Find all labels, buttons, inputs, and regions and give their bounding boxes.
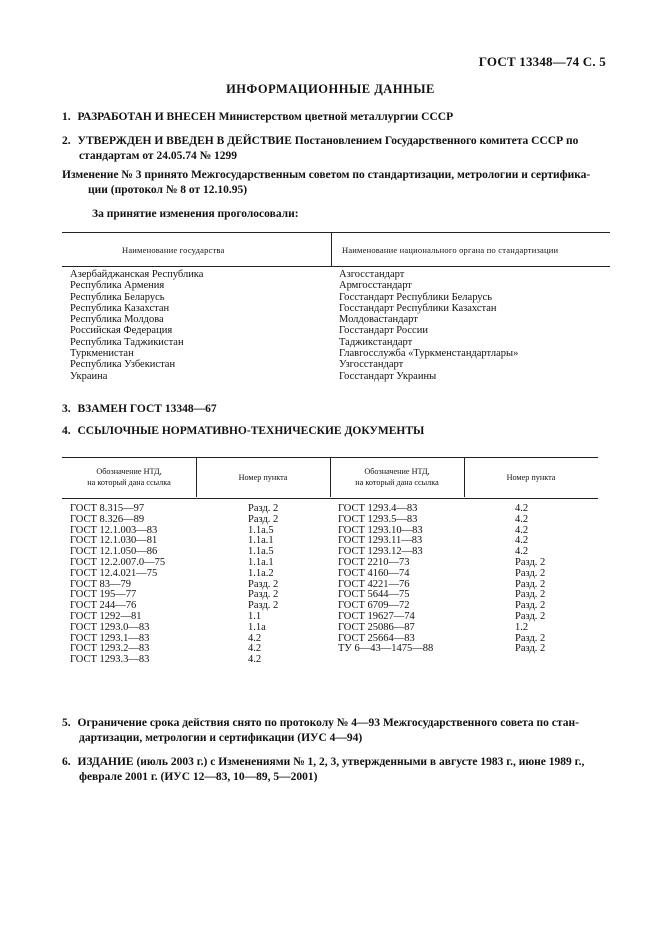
- doc-designation: ГОСТ 1293.2—83: [70, 643, 150, 655]
- doc-clause: Разд. 2: [515, 567, 546, 579]
- docs-table-col4-header: Номер пункта: [506, 473, 556, 482]
- standards-body-name: Таджикстандарт: [339, 336, 413, 348]
- state-name: Республика Беларусь: [70, 291, 165, 303]
- doc-designation: ГОСТ 195—77: [70, 589, 137, 601]
- docs-table-col3-header: [330, 466, 464, 488]
- docs-table-col1-header-line2: на который дана ссылка: [87, 478, 171, 487]
- doc-clause: 1.1а.1: [248, 556, 274, 568]
- doc-clause: 1.1а.2: [248, 567, 274, 579]
- doc-designation: ГОСТ 244—76: [70, 600, 137, 612]
- doc-clause: 4.2: [515, 503, 529, 514]
- state-name: Республика Таджикистан: [70, 336, 184, 348]
- state-name: Республика Казахстан: [70, 302, 170, 314]
- doc-designation: ГОСТ 12.1.003—83: [70, 524, 158, 536]
- standards-body-name: Армгосстандарт: [339, 280, 412, 292]
- doc-clause: Разд. 2: [248, 513, 279, 525]
- doc-clause: 1.2: [515, 621, 529, 633]
- item-4: [62, 424, 607, 439]
- doc-designation: ГОСТ 1293.5—83: [338, 513, 418, 525]
- item-3-text: ВЗАМЕН ГОСТ 13348—67: [77, 403, 217, 415]
- doc-clause: Разд. 2: [515, 556, 546, 568]
- doc-designation: ГОСТ 4160—74: [338, 567, 410, 579]
- docs-left-designations: [70, 504, 165, 666]
- item-6: [62, 755, 607, 785]
- doc-designation: ГОСТ 12.1.050—86: [70, 546, 158, 558]
- item-5: [62, 716, 607, 746]
- doc-clause: 4.2: [515, 546, 529, 558]
- standards-body-name: Главгосслужба «Туркменстандартлары»: [339, 348, 519, 360]
- doc-designation: ГОСТ 25086—87: [338, 621, 415, 633]
- doc-designation: ГОСТ 12.2.007.0—75: [70, 556, 166, 568]
- doc-designation: ГОСТ 8.315—97: [70, 503, 145, 514]
- item-6-line1: ИЗДАНИЕ (июль 2003 г.) с Изменениями № 1, 2, 3, утвержденными в августе 1983 г., июне 1989 г.,: [77, 756, 585, 768]
- standards-body-name: Госстандарт Украины: [339, 370, 437, 382]
- doc-designation: ГОСТ 12.1.030—81: [70, 535, 158, 547]
- page-header: ГОСТ 13348—74 С. 5: [478, 54, 606, 69]
- change-note-line1: Изменение № 3 принято Межгосударственным советом по стандартизации, метрологии и сертифика-: [62, 169, 591, 181]
- states-table-top-rule: [62, 232, 610, 233]
- doc-clause: 4.2: [248, 654, 262, 666]
- docs-table-col3-header-line1: Обозначение НТД,: [364, 467, 430, 476]
- state-name: Украина: [70, 370, 108, 382]
- item-2-line2: стандартам от 24.05.74 № 1299: [79, 150, 238, 162]
- doc-designation: ГОСТ 5644—75: [338, 589, 410, 601]
- doc-clause: 4.2: [248, 632, 262, 644]
- doc-designation: ГОСТ 1293.11—83: [338, 535, 423, 547]
- doc-clause: Разд. 2: [248, 503, 279, 514]
- item-1-text: Министерством цветной металлургии СССР: [218, 111, 454, 123]
- doc-clause: 4.2: [248, 643, 262, 655]
- states-table-header-rule: [62, 266, 610, 267]
- item-2: [62, 134, 607, 164]
- doc-clause: Разд. 2: [515, 643, 546, 655]
- docs-table-col2-header: Номер пункта: [238, 473, 288, 482]
- doc-designation: ГОСТ 83—79: [70, 578, 132, 590]
- item-1: [62, 110, 607, 125]
- doc-clause: 1.1: [248, 610, 262, 622]
- doc-clause: Разд. 2: [248, 600, 279, 612]
- states-column: [70, 269, 203, 382]
- state-name: Туркменистан: [70, 348, 134, 360]
- doc-clause: 1.1а.5: [248, 546, 274, 558]
- doc-designation: ГОСТ 1292—81: [70, 610, 142, 622]
- doc-designation: ТУ 6—43—1475—88: [338, 643, 434, 655]
- item-1-number: 1.: [62, 111, 71, 123]
- docs-table-col1-header: [62, 466, 196, 488]
- doc-clause: 4.2: [515, 535, 529, 547]
- docs-table-col3-header-line2: на который дана ссылка: [355, 478, 439, 487]
- standards-body-name: Узгосстандарт: [339, 359, 404, 371]
- item-6-number: 6.: [62, 756, 71, 768]
- doc-designation: ГОСТ 1293.12—83: [338, 546, 423, 558]
- doc-clause: 1.1а: [248, 621, 266, 633]
- state-name: Азербайджанская Республика: [70, 269, 204, 280]
- doc-designation: ГОСТ 12.4.021—75: [70, 567, 158, 579]
- docs-right-clauses: [515, 504, 545, 655]
- item-5-line1: Ограничение срока действия снято по протоколу № 4—93 Межгосударственного совета по стан-: [77, 717, 579, 729]
- page-title: ИНФОРМАЦИОННЫЕ ДАННЫЕ: [226, 82, 435, 96]
- change-note-line2: ции (протокол № 8 от 12.10.95): [88, 184, 248, 196]
- docs-right-designations: [338, 504, 433, 655]
- states-table-col1-header: Наименование государства: [122, 245, 225, 255]
- item-2-line1: Постановлением Государственного комитета СССР по: [294, 135, 579, 147]
- doc-clause: Разд. 2: [515, 610, 546, 622]
- doc-designation: ГОСТ 19627—74: [338, 610, 415, 622]
- standards-body-name: Госстандарт Республики Казахстан: [339, 302, 497, 314]
- doc-clause: 4.2: [515, 513, 529, 525]
- states-table-col2-header: Наименование национального органа по стандартизации: [342, 245, 559, 255]
- docs-left-clauses: [248, 504, 278, 666]
- item-4-text: ССЫЛОЧНЫЕ НОРМАТИВНО-ТЕХНИЧЕСКИЕ ДОКУМЕНТЫ: [77, 425, 425, 437]
- item-4-number: 4.: [62, 425, 71, 437]
- item-3: [62, 402, 607, 417]
- item-5-number: 5.: [62, 717, 71, 729]
- bodies-column: [339, 269, 518, 382]
- doc-clause: Разд. 2: [515, 600, 546, 612]
- doc-designation: ГОСТ 1293.10—83: [338, 524, 423, 536]
- item-1-lead: РАЗРАБОТАН И ВНЕСЕН: [77, 111, 216, 123]
- standards-body-name: Молдовастандарт: [339, 314, 418, 326]
- item-6-line2: феврале 2001 г. (ИУС 12—83, 10—89, 5—2001): [79, 771, 318, 783]
- item-2-lead: УТВЕРЖДЕН И ВВЕДЕН В ДЕЙСТВИЕ: [77, 135, 292, 147]
- doc-designation: ГОСТ 1293.4—83: [338, 503, 418, 514]
- state-name: Российская Федерация: [70, 325, 173, 337]
- change-note: [62, 168, 607, 198]
- doc-designation: ГОСТ 1293.0—83: [70, 621, 150, 633]
- state-name: Республика Молдова: [70, 314, 164, 326]
- doc-designation: ГОСТ 2210—73: [338, 556, 410, 568]
- standards-body-name: Госстандарт Республики Беларусь: [339, 291, 493, 303]
- standards-body-name: Госстандарт России: [339, 325, 428, 337]
- state-name: Республика Узбекистан: [70, 359, 176, 371]
- doc-clause: Разд. 2: [515, 578, 546, 590]
- doc-designation: ГОСТ 1293.1—83: [70, 632, 150, 644]
- doc-clause: Разд. 2: [248, 578, 279, 590]
- state-name: Республика Армения: [70, 280, 165, 292]
- doc-clause: Разд. 2: [248, 589, 279, 601]
- doc-clause: 4.2: [515, 524, 529, 536]
- doc-clause: Разд. 2: [515, 632, 546, 644]
- doc-designation: ГОСТ 4221—76: [338, 578, 410, 590]
- item-2-number: 2.: [62, 135, 71, 147]
- doc-clause: 1.1а.5: [248, 524, 274, 536]
- doc-designation: ГОСТ 25664—83: [338, 632, 415, 644]
- item-5-line2: дартизации, метрологии и сертификации (ИУС 4—94): [79, 732, 363, 744]
- doc-designation: ГОСТ 1293.3—83: [70, 654, 150, 666]
- docs-table-col1-header-line1: Обозначение НТД,: [96, 467, 162, 476]
- doc-clause: 1.1а.1: [248, 535, 274, 547]
- doc-designation: ГОСТ 6709—72: [338, 600, 410, 612]
- standards-body-name: Азгосстандарт: [339, 269, 405, 280]
- item-3-number: 3.: [62, 403, 71, 415]
- doc-designation: ГОСТ 8.326—89: [70, 513, 145, 525]
- votes-label: За принятие изменения проголосовали:: [92, 208, 299, 220]
- doc-clause: Разд. 2: [515, 589, 546, 601]
- states-table-divider: [331, 232, 332, 266]
